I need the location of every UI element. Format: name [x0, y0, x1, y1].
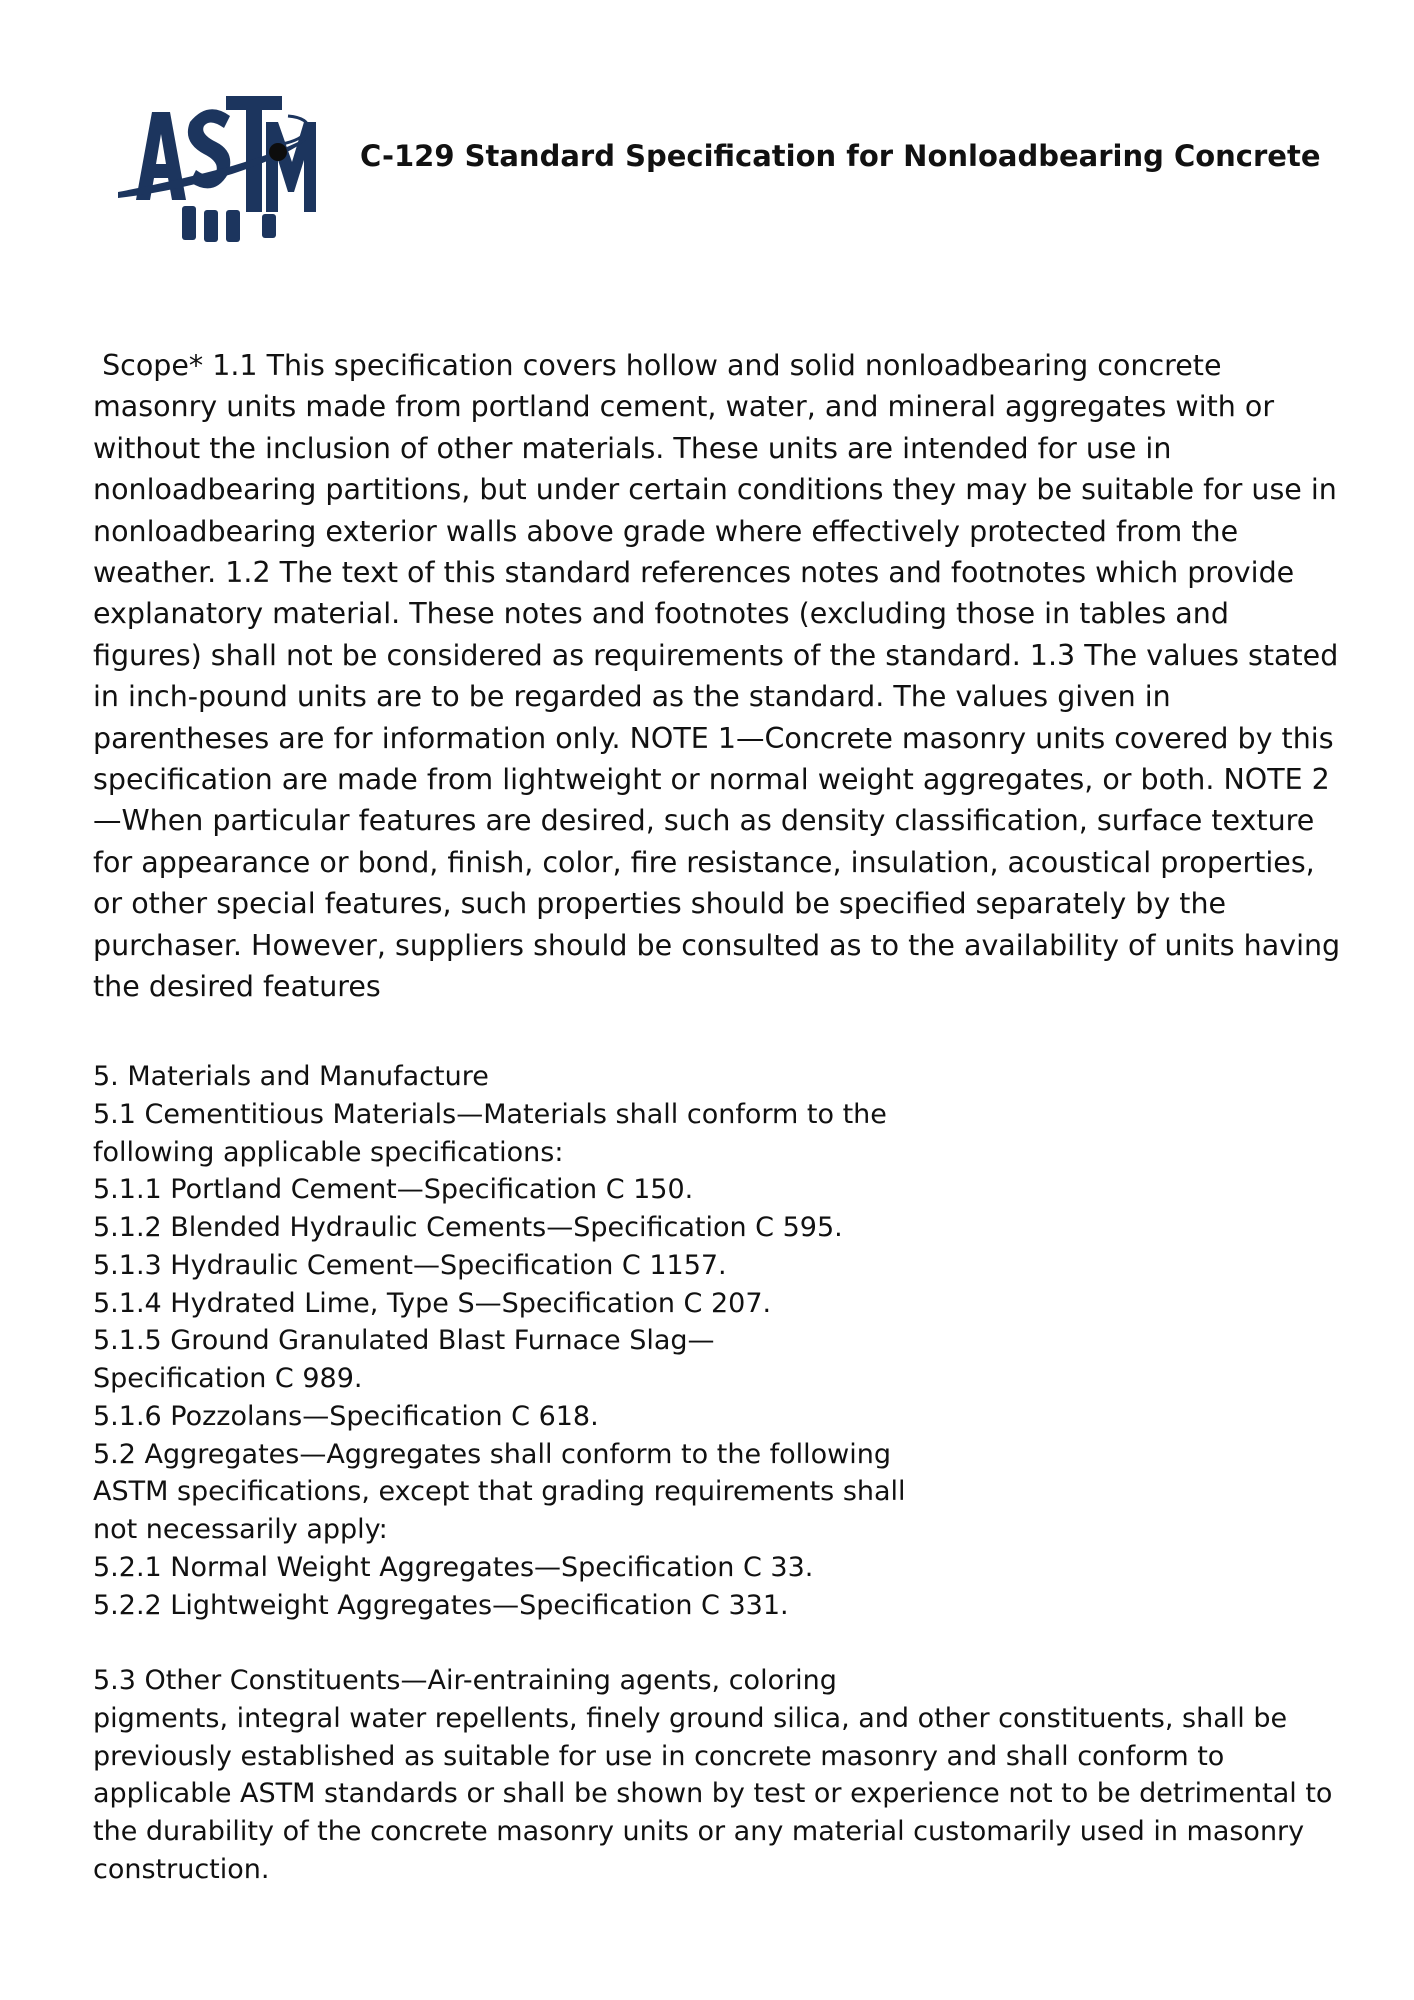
materials-line: not necessarily apply: [93, 1514, 388, 1545]
materials-heading: 5. Materials and Manufacture [93, 1061, 489, 1092]
other-constituents-section [93, 1662, 1343, 1889]
materials-line: 5.1.2 Blended Hydraulic Cements—Specification C 595. [93, 1212, 843, 1243]
materials-line: 5.2.1 Normal Weight Aggregates—Specification C 33. [93, 1551, 814, 1583]
materials-line: 5.1 Cementitious Materials—Materials shall conform to the [93, 1098, 887, 1130]
materials-line: 5.2.2 Lightweight Aggregates—Specification C 331. [93, 1589, 789, 1621]
scope-paragraph: Scope* 1.1 This specification covers hollow and solid nonloadbearing concrete masonry units made from portland cement, water, and mineral aggregates with or without the inclusion of other materials. These units are intended for use in nonloadbearing partitions, but under certain conditions they may be suitable for use in nonloadbearing exterior walls above grade where effectively protected from the weather. 1.2 The text of this standard references notes and footnotes which provide explanatory material. These notes and footnotes (excluding those in tables and figures) shall not be considered as requirements of the standard. 1.3 The values stated in inch-pound units are to be regarded as the standard. The values given in parentheses are for information only. NOTE 1—Concrete masonry units covered by this specification are made from lightweight or normal weight aggregates, or both. NOTE 2—When particular features are desired, such as density classification, surface texture for appearance or bond, finish, color, fire resistance, insulation, acoustical properties, or other special features, such properties should be specified separately by the purchaser. However, suppliers should be consulted as to the availability of units having the desired features [93, 349, 1350, 1004]
materials-line: 5.1.5 Ground Granulated Blast Furnace Slag— [93, 1325, 715, 1357]
astm-logo [112, 82, 317, 252]
materials-line: following applicable specifications: [93, 1136, 564, 1168]
other-constituents-text: pigments, integral water repellents, finely ground silica, and other constituents, shall be previously established as suitable for use in concrete masonry and shall conform to applicable ASTM standards or shall be shown by test or experience not to be detrimental to the durability of the concrete masonry units or any material customarily used in masonry construction. [93, 1702, 1333, 1885]
materials-line: 5.2 Aggregates—Aggregates shall conform to the following [93, 1438, 892, 1470]
document-title: C-129 Standard Specification for Nonloadbearing Concrete [360, 139, 1321, 173]
other-constituents-heading: 5.3 Other Constituents—Air-entraining agents, coloring [93, 1665, 837, 1696]
materials-line: ASTM specifications, except that grading requirements shall [93, 1476, 906, 1508]
materials-line: 5.1.3 Hydraulic Cement—Specification C 1157. [93, 1249, 727, 1281]
materials-line: Specification C 989. [93, 1363, 363, 1394]
materials-line: 5.1.1 Portland Cement—Specification C 150. [93, 1174, 694, 1206]
materials-line: 5.1.6 Pozzolans—Specification C 618. [93, 1400, 599, 1432]
materials-line: 5.1.4 Hydrated Lime, Type S—Specification C 207. [93, 1287, 772, 1319]
materials-section [93, 1058, 1343, 1624]
